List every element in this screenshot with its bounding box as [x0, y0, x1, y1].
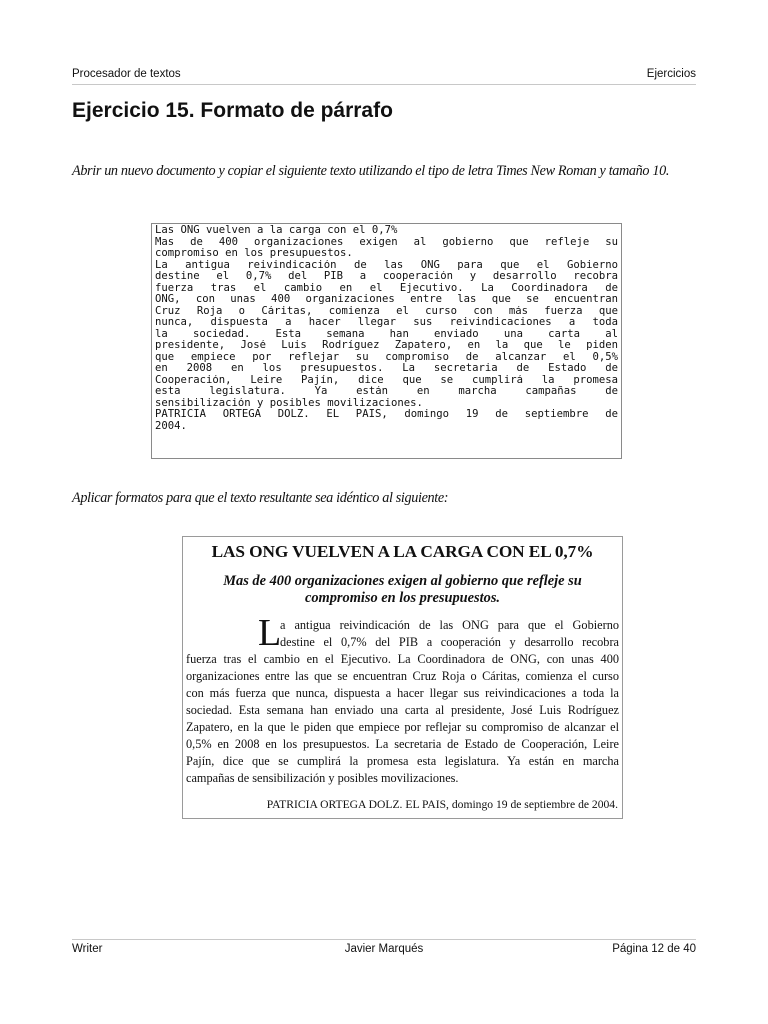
- body-line: a antigua reivindicación de las ONG para que el Gobierno: [280, 618, 619, 632]
- plain-line: que empiece por reflejar su compromiso de alcanzar el 0,5%: [155, 351, 618, 363]
- plain-line: PATRICIA ORTEGA DOLZ. EL PAÍS, domingo 19 de septiembre de: [155, 409, 618, 420]
- drop-cap: L: [258, 612, 282, 654]
- footer-left: Writer: [72, 943, 103, 955]
- body-line: sociedad. Esta semana han enviado una carta al presidente, José Luis Rodríguez: [186, 703, 619, 717]
- formatted-title: LAS ONG VUELVEN A LA CARGA CON EL 0,7%: [211, 542, 594, 561]
- body-line: fuerza tras el cambio en el Ejecutivo. La Coordinadora de ONG, con unas 400: [186, 652, 619, 666]
- instruction-apply-formats: Aplicar formatos para que el texto resultante sea idéntico al siguiente:: [72, 490, 449, 506]
- body-line: Zapatero, en la que le piden que empiece por reflejar su compromiso de alcanzar el: [186, 720, 619, 734]
- plain-line: en 2008 en los presupuestos. La secretaria de Estado de: [155, 363, 618, 374]
- page-footer: [72, 943, 696, 957]
- plain-line: 2004.: [155, 420, 187, 432]
- footer-divider: [72, 939, 696, 940]
- plain-line: la sociedad. Esta semana han enviado una carta al: [155, 328, 618, 340]
- formatted-subtitle: [186, 573, 619, 607]
- plain-line: fuerza tras el cambio en el Ejecutivo. La Coordinadora de: [155, 282, 618, 294]
- body-line: organizaciones entre las que se encuentran Cruz Roja o Cáritas, comienza el curso: [186, 669, 619, 683]
- plain-line: nunca, dispuesta a hacer llegar sus reivindicaciones a toda: [155, 317, 618, 328]
- header-right: Ejercicios: [646, 68, 696, 80]
- subtitle-line: compromiso en los presupuestos.: [304, 590, 501, 606]
- body-line: Pajín, dice que se cumplirá la promesa esta legislatura. Ya están en marcha: [186, 754, 619, 768]
- subtitle-line: Mas de 400 organizaciones exigen al gobierno que refleje su: [223, 573, 582, 589]
- footer-right: Página 12 de 40: [612, 943, 696, 955]
- header-divider: [72, 84, 696, 85]
- body-line: con más fuerza que nunca, dispuesta a hacer llegar sus reivindicaciones a toda la: [186, 686, 619, 700]
- plain-line: La antigua reivindicación de las ONG para que el Gobierno: [155, 259, 618, 271]
- body-line: campañas de sensibilización y posibles movilizaciones.: [186, 771, 459, 785]
- formatted-text-box: [182, 536, 623, 819]
- page-title: Ejercicio 15. Formato de párrafo: [72, 99, 393, 122]
- plain-line: ONG, con unas 400 organizaciones entre las que se encuentran: [155, 294, 618, 305]
- body-line: destine el 0,7% del PIB a cooperación y desarrollo recobra: [280, 635, 619, 649]
- plain-line: Mas de 400 organizaciones exigen al gobierno que refleje su: [155, 236, 618, 248]
- plain-line: compromiso en los presupuestos.: [155, 248, 353, 259]
- footer-center: Javier Marqués: [344, 943, 424, 955]
- plain-text-box: [151, 223, 622, 459]
- plain-line: Cruz Roja o Cáritas, comienza el curso con más fuerza que: [155, 305, 618, 317]
- plain-line: Las ONG vuelven a la carga con el 0,7%: [155, 225, 398, 236]
- formatted-body: [186, 612, 619, 787]
- formatted-signature: PATRICIA ORTEGA DOLZ. EL PAIS, domingo 19 de septiembre de 2004.: [266, 798, 618, 811]
- plain-line: esta legislatura. Ya están en marcha campañas de: [155, 386, 618, 397]
- plain-line: Cooperación, Leire Pajín, dice que se cumplirá la promesa: [155, 374, 618, 386]
- plain-line: sensibilización y posibles movilizaciones.: [155, 397, 423, 409]
- plain-line: presidente, José Luis Rodríguez Zapatero, en la que le piden: [155, 340, 618, 351]
- page-header: [72, 68, 696, 82]
- instruction-copy-text: Abrir un nuevo documento y copiar el siguiente texto utilizando el tipo de letra Times New Roman y tamaño 10.: [72, 163, 670, 179]
- body-line: 0,5% en 2008 en los presupuestos. La secretaria de Estado de Cooperación, Leire: [186, 737, 619, 751]
- header-left: Procesador de textos: [72, 68, 181, 80]
- plain-line: destine el 0,7% del PIB a cooperación y desarrollo recobra: [155, 271, 618, 282]
